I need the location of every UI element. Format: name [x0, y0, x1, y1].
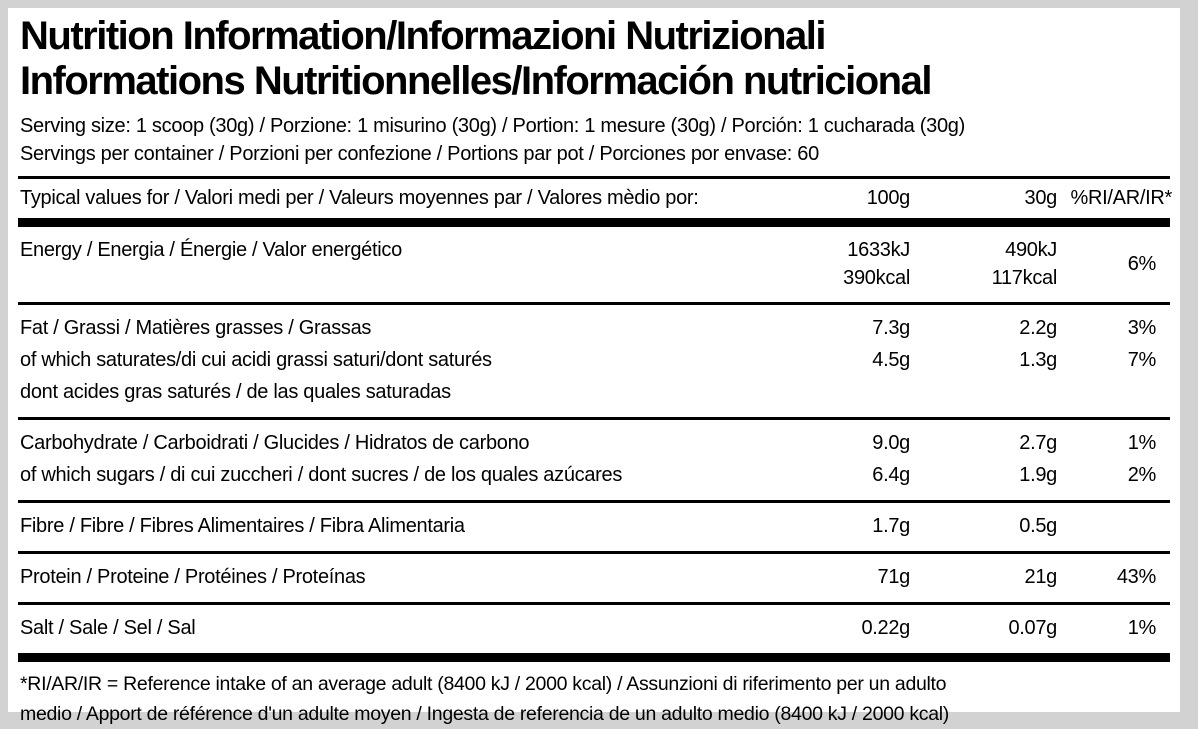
- carbohydrate-section: [16, 420, 1172, 500]
- sugars-label: of which sugars / di cui zuccheri / dont sucres / de los quales azúcares: [20, 464, 623, 486]
- title-line-1: Nutrition Information/Informazioni Nutrizionali: [20, 14, 825, 58]
- carbohydrate-label: Carbohydrate / Carboidrati / Glucides / Hidratos de carbono: [20, 432, 530, 454]
- protein-ri-percent: 43%: [1116, 566, 1156, 588]
- fat-row: [16, 312, 1172, 344]
- fat-label: Fat / Grassi / Matières grasses / Grassas: [20, 317, 372, 339]
- sugars-per-30g: 1.9g: [1019, 464, 1057, 486]
- fat-ri-percent: 3%: [1127, 317, 1156, 339]
- protein-label: Protein / Proteine / Protéines / Proteínas: [20, 566, 366, 588]
- energy-per-100g: [740, 236, 910, 292]
- saturates-continued-row: [16, 376, 1172, 408]
- energy-kj-30g: 490kJ: [1005, 239, 1057, 261]
- energy-row: [16, 227, 1172, 302]
- label-title: [20, 14, 1172, 104]
- footnote-line-2: medio / Apport de référence d'un adulte moyen / Ingesta de referencia de un adulto medio (8400 kJ / 2000 kcal): [20, 703, 949, 725]
- footnote-line-1: *RI/AR/IR = Reference intake of an average adult (8400 kJ / 2000 kcal) / Assunzioni di riferimento per un adulto: [20, 673, 947, 695]
- nutrition-label: [8, 8, 1180, 725]
- fat-per-30g: 2.2g: [1019, 317, 1057, 339]
- protein-per-30g: 21g: [1024, 566, 1057, 588]
- protein-row: [16, 554, 1172, 602]
- sugars-row: [16, 459, 1172, 491]
- header-typical-values: Typical values for / Valori medi per / Valeurs moyennes par / Valores mèdio por:: [20, 187, 699, 209]
- fibre-per-100g: 1.7g: [872, 515, 910, 537]
- salt-per-100g: 0.22g: [861, 617, 910, 639]
- saturates-ri-percent: 7%: [1127, 349, 1156, 371]
- servings-per-container-line: Servings per container / Porzioni per confezione / Portions par pot / Porciones por envase: 60: [20, 143, 819, 165]
- reference-intake-footnote: [16, 662, 1172, 729]
- carbohydrate-per-30g: 2.7g: [1019, 432, 1057, 454]
- sugars-ri-percent: 2%: [1127, 464, 1156, 486]
- carbohydrate-row: [16, 427, 1172, 459]
- header-col-30g: 30g: [1024, 187, 1057, 209]
- salt-row: [16, 605, 1172, 653]
- saturates-per-100g: 4.5g: [872, 349, 910, 371]
- saturates-label: of which saturates/di cui acidi grassi saturi/dont saturés: [20, 349, 492, 371]
- energy-kcal-100g: 390kcal: [843, 267, 910, 289]
- fibre-row: [16, 503, 1172, 551]
- energy-kj-100g: 1633kJ: [847, 239, 910, 261]
- salt-per-30g: 0.07g: [1008, 617, 1057, 639]
- header-col-100g: 100g: [866, 187, 910, 209]
- energy-kcal-30g: 117kcal: [991, 267, 1057, 289]
- saturates-row: [16, 344, 1172, 376]
- sugars-per-100g: 6.4g: [872, 464, 910, 486]
- title-line-2: Informations Nutritionnelles/Información nutricional: [20, 59, 931, 103]
- divider-header-thick-bar: [18, 218, 1170, 227]
- header-col-ri: %RI/AR/IR*: [1070, 187, 1172, 209]
- salt-ri-percent: 1%: [1127, 617, 1156, 639]
- carbohydrate-per-100g: 9.0g: [872, 432, 910, 454]
- saturates-continued-label: dont acides gras saturés / de las quales saturadas: [20, 381, 451, 403]
- energy-per-30g: [910, 236, 1057, 292]
- divider-bottom-thick-bar: [18, 653, 1170, 662]
- protein-per-100g: 71g: [877, 566, 910, 588]
- fat-per-100g: 7.3g: [872, 317, 910, 339]
- fat-section: [16, 305, 1172, 417]
- carbohydrate-ri-percent: 1%: [1127, 432, 1156, 454]
- energy-ri-percent: 6%: [1127, 253, 1156, 275]
- serving-info: [20, 112, 1172, 168]
- table-header-row: [16, 179, 1172, 218]
- salt-label: Salt / Sale / Sel / Sal: [20, 617, 196, 639]
- fibre-per-30g: 0.5g: [1019, 515, 1057, 537]
- saturates-per-30g: 1.3g: [1019, 349, 1057, 371]
- energy-label: Energy / Energia / Énergie / Valor energético: [20, 239, 402, 261]
- serving-size-line: Serving size: 1 scoop (30g) / Porzione: 1 misurino (30g) / Portion: 1 mesure (30g) / Porción: 1 cucharada (30g): [20, 115, 965, 137]
- fibre-label: Fibre / Fibre / Fibres Alimentaires / Fibra Alimentaria: [20, 515, 465, 537]
